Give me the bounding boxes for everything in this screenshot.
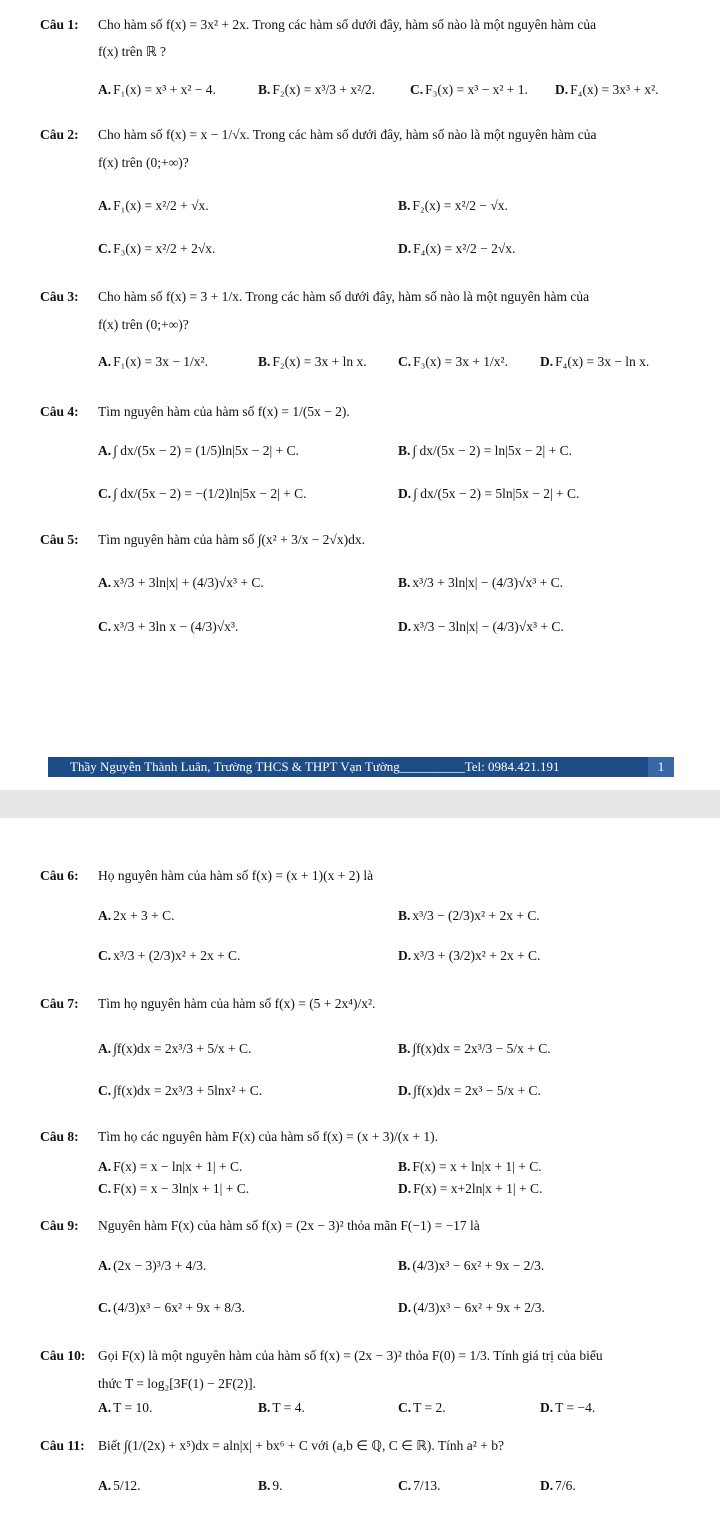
option-a[interactable]: A. F(x) = x − ln|x + 1| + C. bbox=[98, 1159, 243, 1174]
option-b[interactable]: B. F(x) = x + ln|x + 1| + C. bbox=[398, 1159, 542, 1174]
footer-text: Thầy Nguyễn Thành Luân, Trường THCS & THPT Vạn Tường__________Tel: 0984.421.191 bbox=[70, 759, 560, 774]
option-b[interactable]: B. T = 4. bbox=[258, 1400, 305, 1415]
question-number: Câu 8: bbox=[40, 1129, 79, 1144]
question-stem: Tìm họ các nguyên hàm F(x) của hàm số f(x) = (x + 3)/(x + 1). bbox=[98, 1129, 438, 1144]
question-stem-cont: f(x) trên (0;+∞)? bbox=[98, 317, 189, 332]
question-number: Câu 11: bbox=[40, 1438, 85, 1453]
question-stem: Gọi F(x) là một nguyên hàm của hàm số f(x) = (2x − 3)² thỏa F(0) = 1/3. Tính giá trị của biểu bbox=[98, 1348, 603, 1363]
option-b[interactable]: B. 9. bbox=[258, 1478, 283, 1493]
question-9 bbox=[40, 1218, 480, 1234]
question-8 bbox=[40, 1129, 438, 1145]
page-2 bbox=[0, 818, 720, 1514]
option-c[interactable]: C. F₃(x) = x²/2 + 2√x. bbox=[98, 241, 216, 256]
option-a[interactable]: A. 5/12. bbox=[98, 1478, 141, 1493]
option-c[interactable]: C. T = 2. bbox=[398, 1400, 446, 1415]
question-number: Câu 1: bbox=[40, 17, 79, 32]
option-c[interactable]: C. 7/13. bbox=[398, 1478, 441, 1493]
question-7 bbox=[40, 996, 375, 1012]
question-stem: Cho hàm số f(x) = 3 + 1/x. Trong các hàm số dưới đây, hàm số nào là một nguyên hàm của bbox=[98, 289, 590, 304]
option-d[interactable]: D. x³/3 − 3ln|x| − (4/3)√x³ + C. bbox=[398, 619, 564, 634]
question-stem: Họ nguyên hàm của hàm số f(x) = (x + 1)(x + 2) là bbox=[98, 868, 374, 883]
option-d[interactable]: D. ∫f(x)dx = 2x³ − 5/x + C. bbox=[398, 1083, 541, 1098]
question-number: Câu 6: bbox=[40, 868, 79, 883]
question-stem: Tìm họ nguyên hàm của hàm số f(x) = (5 + 2x⁴)/x². bbox=[98, 996, 376, 1011]
page-number: 1 bbox=[648, 757, 674, 777]
question-number: Câu 2: bbox=[40, 127, 79, 142]
question-4 bbox=[40, 404, 350, 420]
option-b[interactable]: B. F₂(x) = 3x + ln x. bbox=[258, 354, 367, 369]
question-stem: Nguyên hàm F(x) của hàm số f(x) = (2x − 3)² thỏa mãn F(−1) = −17 là bbox=[98, 1218, 480, 1233]
question-number: Câu 3: bbox=[40, 289, 79, 304]
option-a[interactable]: A. F₁(x) = x³ + x² − 4. bbox=[98, 82, 216, 97]
question-1 bbox=[40, 17, 596, 33]
option-a[interactable]: A. F₁(x) = 3x − 1/x². bbox=[98, 354, 208, 369]
question-11 bbox=[40, 1438, 504, 1454]
option-d[interactable]: D. F₄(x) = x²/2 − 2√x. bbox=[398, 241, 516, 256]
option-b[interactable]: B. x³/3 + 3ln|x| − (4/3)√x³ + C. bbox=[398, 575, 564, 590]
option-c[interactable]: C. F₃(x) = x³ − x² + 1. bbox=[410, 82, 528, 97]
question-number: Câu 9: bbox=[40, 1218, 79, 1233]
question-stem: Cho hàm số f(x) = 3x² + 2x. Trong các hàm số dưới đây, hàm số nào là một nguyên hàm của bbox=[98, 17, 597, 32]
option-a[interactable]: A. ∫ dx/(5x − 2) = (1/5)ln|5x − 2| + C. bbox=[98, 443, 299, 458]
option-c[interactable]: C. F₃(x) = 3x + 1/x². bbox=[398, 354, 508, 369]
question-number: Câu 10: bbox=[40, 1348, 86, 1363]
option-b[interactable]: B. x³/3 − (2/3)x² + 2x + C. bbox=[398, 908, 540, 923]
question-stem-cont: thức T = log₂[3F(1) − 2F(2)]. bbox=[98, 1376, 256, 1391]
option-a[interactable]: A. ∫f(x)dx = 2x³/3 + 5/x + C. bbox=[98, 1041, 252, 1056]
question-2 bbox=[40, 127, 597, 143]
option-d[interactable]: D. F₄(x) = 3x³ + x². bbox=[555, 82, 659, 97]
option-d[interactable]: D. 7/6. bbox=[540, 1478, 576, 1493]
option-c[interactable]: C. ∫f(x)dx = 2x³/3 + 5lnx² + C. bbox=[98, 1083, 263, 1098]
page-separator bbox=[0, 790, 720, 818]
option-a[interactable]: A. 2x + 3 + C. bbox=[98, 908, 175, 923]
option-b[interactable]: B. F₂(x) = x²/2 − √x. bbox=[398, 198, 508, 213]
option-a[interactable]: A. T = 10. bbox=[98, 1400, 153, 1415]
option-d[interactable]: D. F(x) = x+2ln|x + 1| + C. bbox=[398, 1181, 543, 1196]
question-stem: Cho hàm số f(x) = x − 1/√x. Trong các hàm số dưới đây, hàm số nào là một nguyên hàm của bbox=[98, 127, 597, 142]
question-stem-cont: f(x) trên (0;+∞)? bbox=[98, 155, 189, 170]
option-c[interactable]: C. (4/3)x³ − 6x² + 9x + 8/3. bbox=[98, 1300, 245, 1315]
option-c[interactable]: C. F(x) = x − 3ln|x + 1| + C. bbox=[98, 1181, 250, 1196]
question-number: Câu 4: bbox=[40, 404, 79, 419]
question-number: Câu 5: bbox=[40, 532, 79, 547]
option-d[interactable]: D. ∫ dx/(5x − 2) = 5ln|5x − 2| + C. bbox=[398, 486, 580, 501]
option-d[interactable]: D. x³/3 + (3/2)x² + 2x + C. bbox=[398, 948, 541, 963]
option-c[interactable]: C. ∫ dx/(5x − 2) = −(1/2)ln|5x − 2| + C. bbox=[98, 486, 307, 501]
question-10 bbox=[40, 1348, 603, 1364]
option-a[interactable]: A. x³/3 + 3ln|x| + (4/3)√x³ + C. bbox=[98, 575, 264, 590]
option-a[interactable]: A. (2x − 3)³/3 + 4/3. bbox=[98, 1258, 207, 1273]
option-b[interactable]: B. (4/3)x³ − 6x² + 9x − 2/3. bbox=[398, 1258, 545, 1273]
question-stem-cont: f(x) trên ℝ ? bbox=[98, 44, 167, 59]
option-d[interactable]: D. T = −4. bbox=[540, 1400, 596, 1415]
question-stem: Biết ∫(1/(2x) + x⁵)dx = aln|x| + bx⁶ + C với (a,b ∈ ℚ, C ∈ ℝ). Tính a² + b? bbox=[98, 1438, 504, 1453]
option-b[interactable]: B. ∫f(x)dx = 2x³/3 − 5/x + C. bbox=[398, 1041, 551, 1056]
option-c[interactable]: C. x³/3 + (2/3)x² + 2x + C. bbox=[98, 948, 241, 963]
question-stem: Tìm nguyên hàm của hàm số ∫(x² + 3/x − 2√x)dx. bbox=[98, 532, 365, 547]
question-5 bbox=[40, 532, 365, 548]
option-b[interactable]: B. ∫ dx/(5x − 2) = ln|5x − 2| + C. bbox=[398, 443, 572, 458]
question-6 bbox=[40, 868, 373, 884]
page-footer bbox=[48, 757, 674, 777]
option-a[interactable]: A. F₁(x) = x²/2 + √x. bbox=[98, 198, 209, 213]
question-number: Câu 7: bbox=[40, 996, 79, 1011]
option-d[interactable]: D. F₄(x) = 3x − ln x. bbox=[540, 354, 650, 369]
question-3 bbox=[40, 289, 589, 305]
option-d[interactable]: D. (4/3)x³ − 6x² + 9x + 2/3. bbox=[398, 1300, 545, 1315]
option-c[interactable]: C. x³/3 + 3ln x − (4/3)√x³. bbox=[98, 619, 239, 634]
option-b[interactable]: B. F₂(x) = x³/3 + x²/2. bbox=[258, 82, 376, 97]
question-stem: Tìm nguyên hàm của hàm số f(x) = 1/(5x − 2). bbox=[98, 404, 350, 419]
